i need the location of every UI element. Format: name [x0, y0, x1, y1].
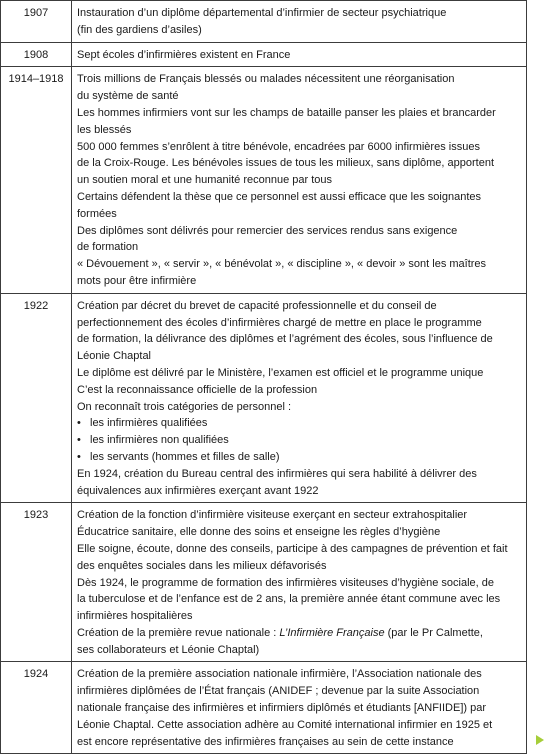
year-cell: 1923 [1, 503, 72, 662]
text-line: Création par décret du brevet de capacité professionnelle et du conseil de [77, 299, 437, 312]
text-line: Instauration d’un diplôme départemental d’infirmier de secteur psychiatrique [77, 7, 447, 19]
text-line: Elle soigne, écoute, donne des conseils, participe à des campagnes de prévention et fait [77, 542, 508, 555]
bullet-item: • les servants (hommes et filles de salle) [77, 449, 520, 466]
table-row [1, 293, 527, 503]
description-cell [72, 293, 527, 503]
year-cell: 1914–1918 [1, 67, 72, 293]
text-line: Création de la fonction d’infirmière visiteuse exerçant en secteur extrahospitalier [77, 509, 468, 522]
table-row [1, 1, 527, 43]
revue-text: (par le Pr Calmette, [384, 626, 483, 639]
text-line: Trois millions de Français blessés ou malades nécessitent une réorganisation [77, 73, 455, 86]
text-line: Léonie Chaptal. Cette association adhère au Comité international infirmier en 1925 et [77, 718, 493, 731]
text-line: formées [77, 207, 117, 220]
text-line: Éducatrice sanitaire, elle donne des soins et enseigne les règles d’hygiène [77, 526, 441, 539]
text-line: Les hommes infirmiers vont sur les champs de bataille panser les plaies et brancarder [77, 106, 496, 119]
text-line: nationale française des infirmières et infirmiers diplômés et étudiants [ANFIIDE]) par [77, 702, 487, 715]
text-line: un soutien moral et une humanité reconnue par tous [77, 174, 332, 187]
year-cell: 1908 [1, 42, 72, 67]
text-line: de la Croix-Rouge. Les bénévoles issues de tous les milieux, sans diplôme, apportent [77, 157, 495, 170]
year-cell: 1907 [1, 1, 72, 43]
revue-title: L’Infirmière Française [279, 626, 385, 639]
text-line: Léonie Chaptal [77, 350, 152, 363]
text-line: mots pour être infirmière [77, 274, 197, 287]
text-line: Sept écoles d’infirmières existent en France [77, 48, 291, 61]
text-line: En 1924, création du Bureau central des infirmières qui sera habilité à délivrer des [77, 467, 477, 480]
text-line: des enquêtes sociales dans les milieux défavorisés [77, 559, 327, 572]
text-line: infirmières hospitalières [77, 610, 193, 623]
text-line: équivalences aux infirmières exerçant avant 1922 [77, 484, 319, 497]
text-line: du système de santé [77, 90, 179, 103]
description-cell [72, 662, 527, 754]
revue-text: Création de la première revue nationale : [77, 626, 280, 639]
table-row [1, 503, 527, 662]
text-line: de formation [77, 241, 139, 254]
table-row [1, 42, 527, 67]
text-line: C’est la reconnaissance officielle de la profession [77, 383, 318, 396]
year-cell: 1924 [1, 662, 72, 754]
bullet-item: • les infirmières qualifiées [77, 415, 520, 432]
text-line: est encore représentative des infirmières françaises au sein de cette instance [77, 735, 454, 748]
description-cell [72, 42, 527, 67]
description-cell [72, 1, 527, 43]
bullet-item: • les infirmières non qualifiées [77, 432, 520, 449]
text-line: de formation, la délivrance des diplômes et l’agrément des écoles, sous l’influence de [77, 333, 493, 346]
text-line: Création de la première association nationale infirmière, l’Association nationale des [77, 668, 482, 681]
description-cell [72, 67, 527, 293]
text-line: Le diplôme est délivré par le Ministère, l’examen est officiel et le programme unique [77, 366, 484, 379]
text-line: 500 000 femmes s’enrôlent à titre bénévole, encadrées par 6000 infirmières issues [77, 140, 480, 153]
text-line: On reconnaît trois catégories de personnel : [77, 400, 292, 413]
text-line: Certains défendent la thèse que ce personnel est aussi efficace que les soignantes [77, 190, 482, 203]
text-line: ses collaborateurs et Léonie Chaptal) [77, 643, 260, 656]
revue-line [77, 625, 520, 642]
text-line: Des diplômes sont délivrés pour remercier des services rendus sans exigence [77, 224, 458, 237]
text-line: infirmières diplômées de l’État français (ANIDEF ; devenue par la suite Association [77, 685, 480, 698]
text-line: les blessés [77, 123, 132, 136]
year-cell: 1922 [1, 293, 72, 503]
text-line: Dès 1924, le programme de formation des infirmières visiteuses d’hygiène sociale, de [77, 576, 494, 589]
text-line: « Dévouement », « servir », « bénévolat », « discipline », « devoir » sont les maîtres [77, 258, 487, 271]
text-line: (fin des gardiens d’asiles) [77, 23, 202, 36]
next-page-arrow-icon[interactable] [536, 735, 544, 745]
text-line: perfectionnement des écoles d’infirmières chargé de mettre en place le programme [77, 316, 482, 329]
table-row [1, 662, 527, 754]
table-row [1, 67, 527, 293]
description-cell [72, 503, 527, 662]
text-line: la tuberculose et de l’enfance est de 2 ans, la première année étant commune avec les [77, 593, 501, 606]
